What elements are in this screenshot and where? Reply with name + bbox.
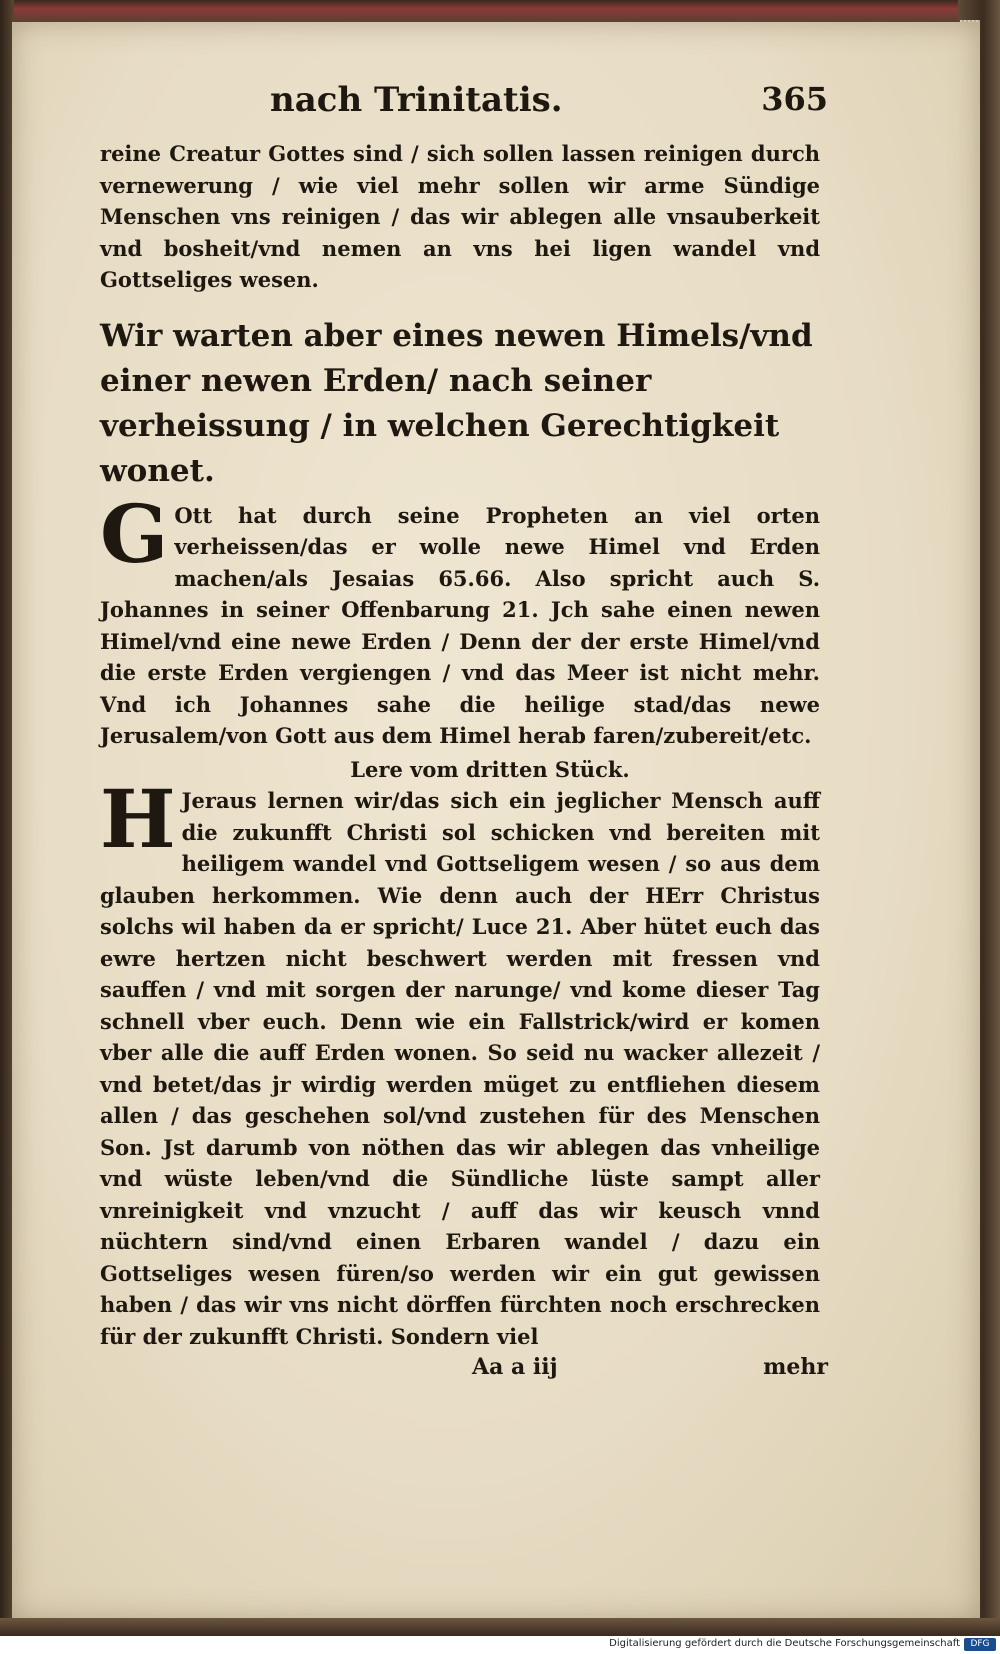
scripture-motto: Wir warten aber eines newen Himels/vnd einer newen Erden/ nach seiner verheissung / in welchen Gerechtigkeit wonet. — [100, 317, 813, 489]
page-number: 365 — [761, 80, 828, 118]
running-head: nach Trinitatis. — [270, 80, 563, 120]
dfg-logo-badge: DFG — [964, 1638, 996, 1651]
footer-line — [100, 1354, 828, 1394]
drop-initial: H — [100, 772, 176, 866]
paragraph-prophets — [100, 486, 820, 752]
drop-initial: G — [100, 486, 169, 581]
top-edge — [0, 0, 1000, 22]
section-heading: Lere vom dritten Stück. — [350, 756, 630, 782]
paragraph-lesson-text: Jeraus lernen wir/das sich ein jeglicher Mensch auff die zukunfft Christi sol schicken vnd bereiten mit heiligem wandel vnd Gottseligem wesen / so aus dem glauben herkommen. Wie denn auch der HErr Christus solchs wil haben da er spricht/ Luce 21. Aber hütet euch das ewre hertzen nicht beschwert werden mit fressen vnd sauffen / vnd mit sorgen der narunge/ vnd kome dieser Tag schnell vber euch. Denn wie ein Fallstrick/wird er komen vber alle die auff Erden wonen. So seid nu wacker allezeit / vnd betet/das jr wirdig werden müget zu entfliehen diesem allen / das geschehen sol/vnd zustehen für des Menschen Son. Jst darumb von nöthen das wir ablegen das vnheilige vnd wüste leben/vnd die Sündliche lüste sampt aller vnreinigkeit vnd vnzucht / auff das wir keusch vnnd nüchtern sind/vnd einen Erbaren wandel / dazu ein Gottseliges wesen füren/so werden wir ein gut gewissen haben / das wir vns nicht dörffen fürchten noch erschrecken für der zukunfft Christi. Sondern viel — [100, 788, 820, 1349]
signature-mark: Aa a iij — [472, 1354, 558, 1380]
catchword: mehr — [763, 1354, 828, 1380]
credit-bar — [0, 1636, 1000, 1654]
paragraph-continuation: reine Creatur Gottes sind / sich sollen lassen reinigen durch vernewerung / wie viel mehr sollen wir arme Sündige Menschen vns reinigen / das wir ablegen alle vnsauberkeit vnd bosheit/vnd nemen an vns hei ligen wandel vnd Gottseliges wesen. — [100, 141, 820, 292]
page-header — [100, 80, 828, 138]
digitization-credit: Digitalisierung gefördert durch die Deutsche Forschungsgemeinschaft — [609, 1638, 960, 1649]
bottom-edge — [0, 1618, 1000, 1636]
page-text-block — [100, 80, 828, 1394]
paragraph-lesson — [100, 772, 820, 1352]
paragraph-prophets-text: Ott hat durch seine Propheten an viel orten verheissen/das er wolle newe Himel vnd Erden machen/als Jesaias 65.66. Also spricht auch S. Johannes in seiner Offenbarung 21. Jch sahe einen newen Himel/vnd eine newe Erden / Denn der der erste Himel/vnd die erste Erden vergiengen / vnd das Meer ist nicht mehr. Vnd ich Johannes sahe die heilige stad/das newe Jerusalem/von Gott aus dem Himel herab faren/zubereit/etc. — [100, 502, 820, 748]
